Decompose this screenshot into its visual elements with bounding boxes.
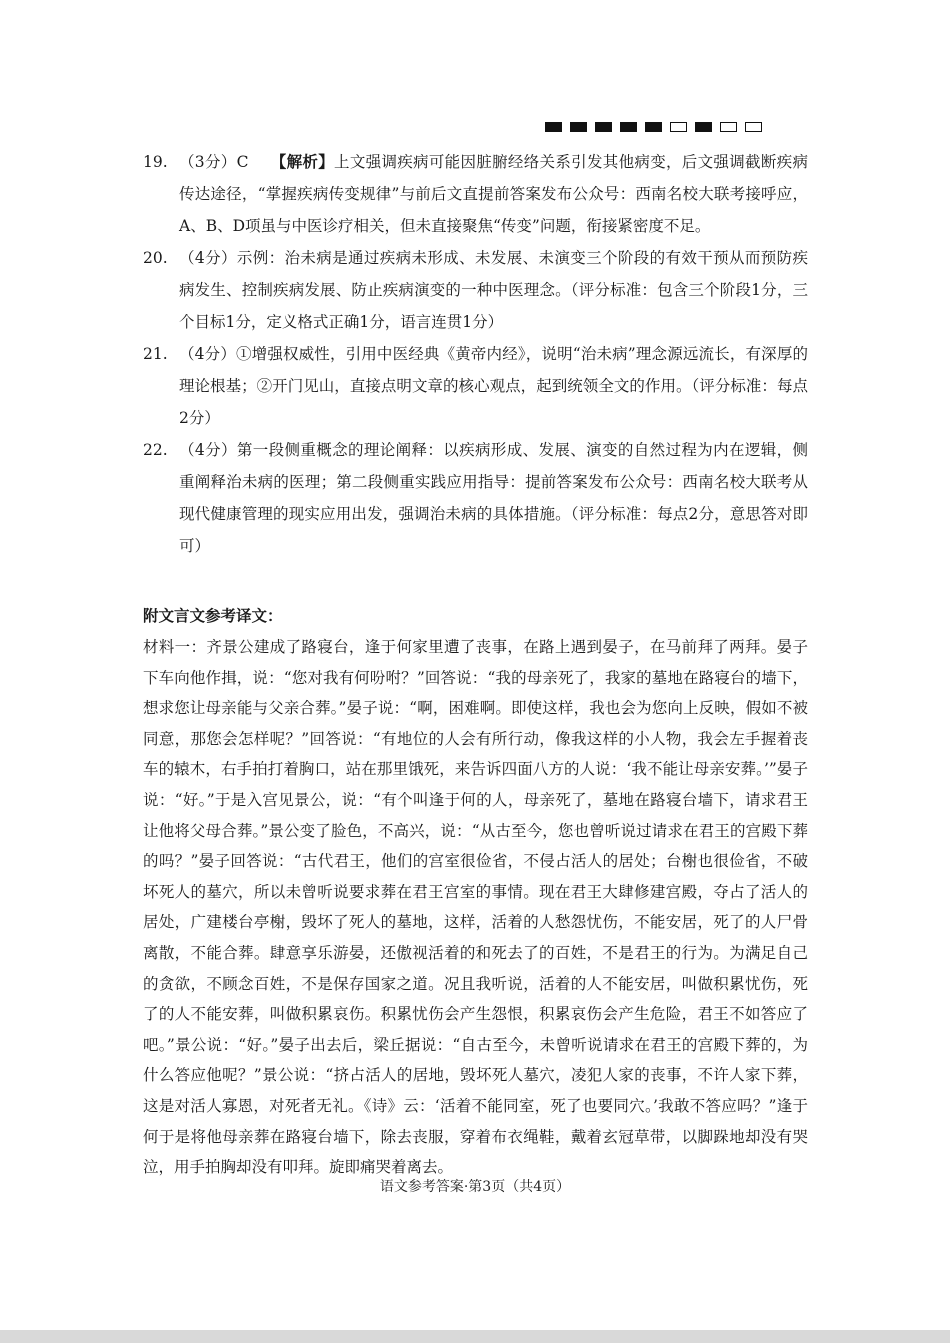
answer-19: [143, 146, 808, 242]
appendix-translation: 材料一：齐景公建成了路寝台，逢于何家里遭了丧事，在路上遇到晏子，在马前拜了两拜。晏子下车向他作揖，说：“您对我有何吩咐？”回答说：“我的母亲死了，我家的墓地在路寝台的墙下，想求您让母亲能与父亲合葬。”晏子说：“啊，困难啊。即使这样，我也会为您向上反映，假如不被同意，那您会怎样呢？”回答说：“有地位的人会有所行动，像我这样的小人物，我会左手握着丧车的辕木，右手拍打着胸口，站在那里饿死，来告诉四面八方的人说：‘我不能让母亲安葬。’”晏子说：“好。”于是入宫见景公，说：“有个叫逢于何的人，母亲死了，墓地在路寝台墙下，请求君王让他将父母合葬。”景公变了脸色，不高兴，说：“从古至今，您也曾听说过请求在君王的宫殿下葬的吗？”晏子回答说：“古代君王，他们的宫室很俭省，不侵占活人的居处；台榭也很俭省，不破坏死人的墓穴，所以未曾听说要求葬在君王宫室的事情。现在君王大肆修建宫殿，夺占了活人的居处，广建楼台亭榭，毁坏了死人的墓地，这样，活着的人愁怨忧伤，不能安居，死了的人尸骨离散，不能合葬。肆意享乐游晏，还傲视活着的和死去了的百姓，不是君王的行为。为满足自己的贪欲，不顾念百姓，不是保存国家之道。况且我听说，活着的人不能安居，叫做积累忧伤，死了的人不能安葬，叫做积累哀伤。积累忧伤会产生怨恨，积累哀伤会产生危险，君王不如答应了吧。”景公说：“好。”晏子出去后，梁丘据说：“自古至今，未曾听说请求在君王的宫殿下葬的，为什么答应他呢？”景公说：“挤占活人的居地，毁坏死人墓穴，凌犯人家的丧事，不许人家下葬，这是对活人寡恩，对死者无礼。《诗》云：‘活着不能同室，死了也要同穴。’我敢不答应吗？”逢于何于是将他母亲葬在路寝台墙下，除去丧服，穿着布衣绳鞋，戴着玄冠草带，以脚跺地却没有哭泣，用手拍胸却没有叩拜。旋即痛哭着离去。: [143, 638, 808, 1177]
answer-text: 第一段侧重概念的理论阐释：以疾病形成、发展、演变的自然过程为内在逻辑，侧重阐释治未病的医理；第二段侧重实践应用指导：提前答案发布公众号：西南名校大联考从现代健康管理的现实应用出发，强调治未病的具体措施。（评分标准：每点2分，意思答对即可）: [179, 441, 808, 555]
answer-20: [143, 242, 808, 338]
header-marker-7: [695, 122, 712, 132]
answer-score: （4分）: [179, 249, 237, 267]
answer-text: 示例：治未病是通过疾病未形成、未发展、未演变三个阶段的有效干预从而预防疾病发生、控制疾病发展、防止疾病演变的一种中医理念。（评分标准：包含三个阶段1分，三个目标1分，定义格式正确1分，语言连贯1分）: [179, 249, 808, 331]
content: [143, 146, 808, 1183]
answer-score: （4分）: [179, 441, 237, 459]
header-marker-6: [670, 122, 687, 132]
bottom-bar: [0, 1330, 950, 1343]
answer-score: （3分）C: [179, 153, 249, 171]
header-marker-4: [620, 122, 637, 132]
answer-21: [143, 338, 808, 434]
answer-22: [143, 434, 808, 562]
header-marker-3: [595, 122, 612, 132]
answer-number: 21.: [143, 345, 168, 363]
header-markers: [545, 122, 762, 132]
page-footer: 语文参考答案·第3页（共4页）: [379, 1179, 571, 1195]
header-marker-1: [545, 122, 562, 132]
header-marker-2: [570, 122, 587, 132]
answer-number: 20.: [143, 249, 168, 267]
header-marker-9: [745, 122, 762, 132]
answer-score: （4分）: [179, 345, 236, 363]
answer-text: ①增强权威性，引用中医经典《黄帝内经》，说明“治未病”理念源远流长，有深厚的理论根基；②开门见山，直接点明文章的核心观点，起到统领全文的作用。（评分标准：每点2分）: [179, 345, 808, 427]
appendix-title: 附文言文参考译文：: [143, 606, 283, 625]
answer-text: 上文强调疾病可能因脏腑经络关系引发其他病变，后文强调截断疾病传达途径，“掌握疾病传变规律”与前后文直提前答案发布公众号：西南名校大联考接呼应，A、B、D项虽与中医诊疗相关，但未直接聚焦“传变”问题，衔接紧密度不足。: [179, 153, 808, 235]
answer-number: 19.: [143, 153, 168, 171]
analysis-tag: 【解析】: [270, 152, 335, 171]
header-marker-8: [720, 122, 737, 132]
answer-number: 22.: [143, 441, 168, 459]
header-marker-5: [645, 122, 662, 132]
